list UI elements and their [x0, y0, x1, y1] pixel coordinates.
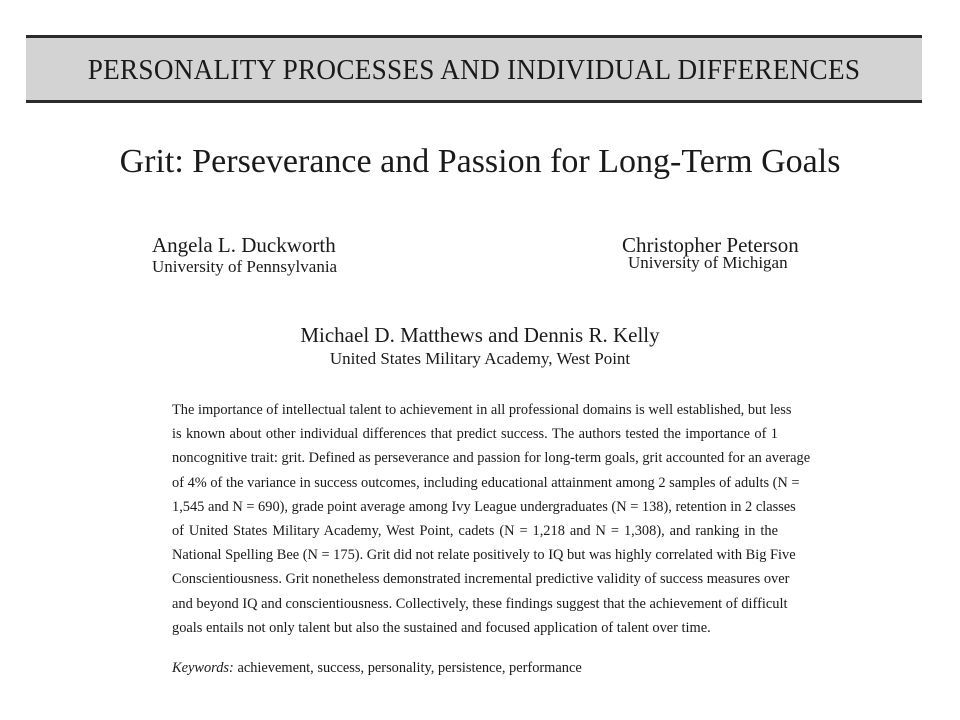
- abstract-line: goals entails not only talent but also the sustained and focused application of talent over time.: [172, 619, 711, 636]
- author-name: Christopher Peterson: [622, 233, 799, 257]
- abstract-line: of United States Military Academy, West Point, cadets (N = 1,218 and N = 1,308), and ranking in the: [172, 523, 778, 540]
- abstract-line: 1,545 and N = 690), grade point average among Ivy League undergraduates (N = 138), retention in 2 classes: [172, 498, 796, 515]
- keywords-label: Keywords:: [172, 660, 234, 676]
- keywords-text: achievement, success, personality, persistence, performance: [237, 660, 582, 676]
- section-header-band: [26, 35, 922, 103]
- author-affiliation: University of Michigan: [628, 253, 788, 272]
- author-block-center: [0, 323, 960, 369]
- abstract-line: The importance of intellectual talent to achievement in all professional domains is well established, but less: [172, 402, 792, 418]
- author-block-left: [152, 233, 337, 277]
- abstract: [172, 398, 811, 640]
- abstract-line: and beyond IQ and conscientiousness. Collectively, these findings suggest that the achievement of difficult: [172, 595, 788, 612]
- abstract-line: is known about other individual differences that predict success. The authors tested the importance of 1: [172, 426, 778, 443]
- author-affiliation: United States Military Academy, West Point: [329, 349, 631, 368]
- author-block-right: [622, 233, 799, 273]
- section-header: PERSONALITY PROCESSES AND INDIVIDUAL DIFFERENCES: [87, 55, 861, 86]
- paper-title: Grit: Perseverance and Passion for Long-Term Goals: [119, 143, 841, 180]
- author-name: Angela L. Duckworth: [152, 233, 336, 257]
- author-names: Michael D. Matthews and Dennis R. Kelly: [300, 323, 660, 347]
- keywords: [172, 660, 582, 677]
- abstract-line: National Spelling Bee (N = 175). Grit did not relate positively to IQ but was highly correlated with Big Five: [172, 547, 796, 564]
- abstract-line: of 4% of the variance in success outcomes, including educational attainment among 2 samples of adults (N =: [172, 474, 800, 491]
- abstract-line: Conscientiousness. Grit nonetheless demonstrated incremental predictive validity of success measures over: [172, 571, 790, 588]
- author-affiliation: University of Pennsylvania: [152, 257, 338, 276]
- abstract-line: noncognitive trait: grit. Defined as perseverance and passion for long-term goals, grit accounted for an average: [172, 450, 811, 467]
